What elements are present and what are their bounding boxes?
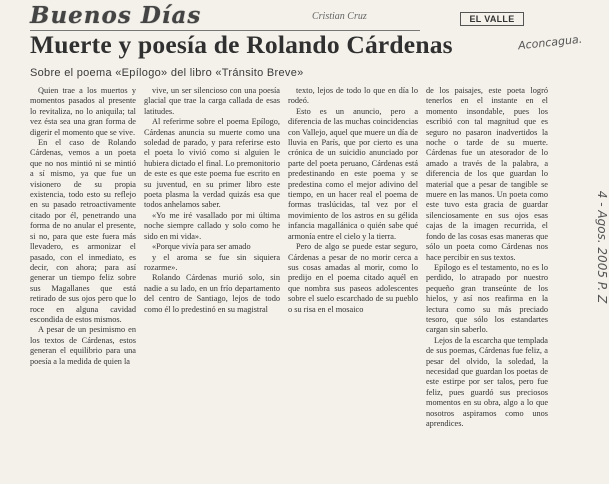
article-column-1: [30, 86, 136, 367]
author-byline: Cristian Cruz: [312, 11, 367, 22]
paragraph: Quien trae a los muertos y momentos pasados al presente lo revitaliza, no lo aniquila; tal vez ésta sea una gran forma de digerir el momento que se vive.: [30, 86, 136, 137]
handwritten-note-date: 4 - Agos. 2005 P. Z: [595, 190, 609, 304]
poem-quote: «Yo me iré vasallado por mi última noche siempre callado y solo como he sido en mi vida».: [144, 210, 280, 241]
article-column-2: [144, 86, 280, 315]
headline: Muerte y poesía de Rolando Cárdenas: [30, 30, 453, 59]
poem-quote: «Porque vivía para ser amado: [152, 242, 251, 252]
paragraph: de los paisajes, este poeta logró tenerlos en el instante en el momento insondable, pues los escribió con tal magnitud que es seguro no pasaron inadvertidos la noche o tarde de su muerte. Cárdenas fue un atesorador de lo amado a través de la palabra, a diferencia de los que guardan lo material que a pesar de tangible se muere en las manos. Un poeta como este tuvo esta gracia de guardar silenciosamente en sus ojos esas cajas de la imagen recurrida, el fondo de las cosas esas maneras que sólo un poeta como Cárdenas nos hace percibir en sus textos.: [426, 86, 548, 262]
paragraph: Al referirme sobre el poema Epílogo, Cárdenas anuncia su muerte como una soledad de parado, y para referirse esto el poeta lo vivió como si alguien le hubiera dictado el final. Lo premonitorio de este es que este poema fue escrito en su juventud, en su primer libro este poeta plasma la verdad quizás esa que todos anhelamos saber.: [144, 117, 280, 210]
section-title: Buenos Días: [30, 2, 202, 29]
paragraph: En el caso de Rolando Cárdenas, vemos a un poeta que no nos mintió ni se mintió a sí mismo, ya que fue un visionero de su propia existencia, todo esto su reflejo en su pasado retroactivamente citado por él, penetrando una forma de no anular el presente, si no, para que este fuera más llevadero, es armonizar el pasado, con el inmediato, es decir, con ahora; para así generar un tiempo feliz sobre sus Magallanes que está retirado de sus ojos pero que lo roce en alguna cavidad escondida de estos mismos.: [30, 138, 136, 324]
poem-quote: y el aroma se fue sin siquiera rozarme».: [144, 252, 280, 272]
subheadline: Sobre el poema «Epílogo» del libro «Tránsito Breve»: [30, 67, 304, 79]
paragraph: texto, lejos de todo lo que en día lo rodeó.: [288, 86, 418, 106]
article-column-4: [426, 86, 548, 429]
paragraph: vive, un ser silencioso con una poesía glacial que trae la carga callada de esas latitudes.: [144, 86, 280, 116]
paragraph: Pero de algo se puede estar seguro, Cárdenas a pesar de no morir cerca a sus cosas amadas al morir, como lo predijo en el poema citado aquél en que nombra sus paseos adolescentes sobre el suelo escarchado de su pueblo o su risa en el mosaico: [288, 242, 418, 314]
article-column-3: [288, 86, 418, 315]
paragraph: A pesar de un pesimismo en los textos de Cárdenas, estos generan el equilibrio para una poesía a la medida de quien la: [30, 325, 136, 366]
paragraph: Lejos de la escarcha que templada de sus poemas, Cárdenas fue feliz, a pesar del olvido, la soledad, la necesidad que guardan los poetas de este estirpe por ser talos, pero fue feliz, pues guardó sus preciosos momentos en su obra, algo a lo que nosotros aspiramos como unos aprendices.: [426, 335, 548, 428]
paragraph: Esto es un anuncio, pero a diferencia de las muchas coincidencias con Vallejo, aquel que muere un día de lluvia en París, que por cierto es una crónica de un suicidio anunciado por parte del poeta peruano, Cárdenas está predestinando en este poema y se predestina como el mejor adivino del tiempo, en un hacer real el poema de formas traslúcidas, tal vez por el movimiento de los astros en su gélida infancia magallánica o quién sabe qué armonía entre el cielo y la tierra.: [288, 106, 418, 241]
paragraph: Epílogo es el testamento, no es lo perdido, lo atrapado por nuestro pequeño gran transeúnte de los hielos, y así nos reafirma en la lectura como su más preciado tesoro, que sólo los estandartes cargan sin saberlo.: [426, 262, 548, 335]
newspaper-logo: EL VALLE: [460, 12, 524, 26]
handwritten-note-source: Aconcagua.: [517, 32, 583, 53]
paragraph: Rolando Cárdenas murió solo, sin nadie a su lado, en un frío departamento del centro de Santiago, lejos de todo como él lo predestinó en su magistral: [144, 273, 280, 314]
